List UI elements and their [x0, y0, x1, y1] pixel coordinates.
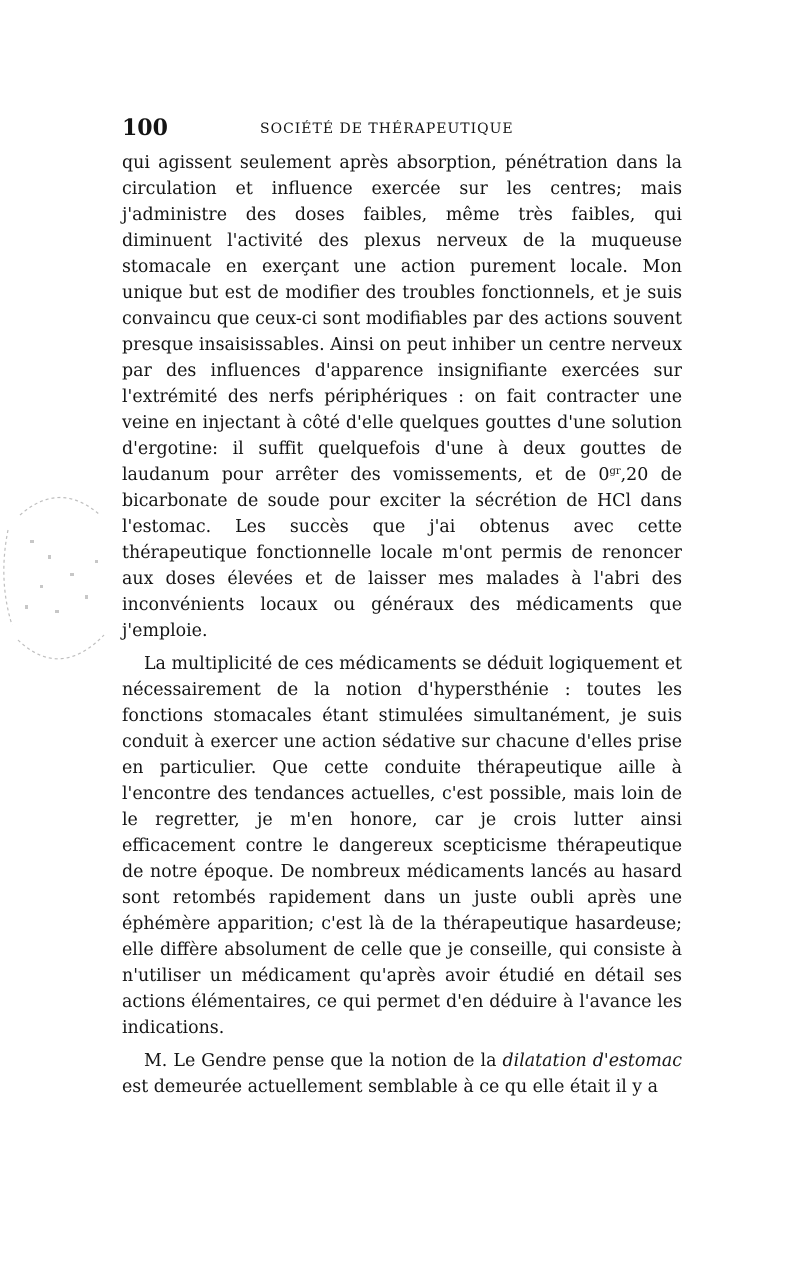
stamp-arc-bottom	[18, 635, 104, 659]
paragraph-1-text: qui agissent seulement après absorption, pénétration dans la circulation et influence exercée sur les centres; mais j'administre des doses faibles, même très faibles, qui diminuent l'activité des plexus nerveux de la muqueuse stomacale en exerçant une action purement locale. Mon unique but est de modifier des troubles fonctionnels, et je suis convaincu que ceux-ci sont modifiables par des actions souvent presque insaisissables. Ainsi on peut inhiber un centre nerveux par des influences d'apparence insignifiante exercées sur l'extrémité des nerfs périphériques : on fait contracter une veine en injectant à côté d'elle quelques gouttes d'une solution d'ergotine: il suffit quelquefois d'une à deux gouttes de laudanum pour arrêter des vomissements, et de 0	[122, 153, 682, 485]
dose-unit: gr	[609, 466, 621, 477]
paragraph-3-after: est demeurée actuellement semblable à ce qu elle était il y a	[122, 1077, 659, 1097]
stamp-speck	[30, 540, 34, 543]
stamp-speck	[25, 605, 28, 609]
paragraph-3-italic: dilatation d'estomac	[502, 1051, 682, 1071]
paragraph-2: La multiplicité de ces médicaments se déduit logiquement et nécessairement de la notion d'hypersthénie : toutes les fonctions stomacales étant stimulées simultanément, je suis conduit à exercer une action sédative sur chacune d'elles prise en particulier. Que cette conduite thérapeutique aille à l'encontre des tendances actuelles, c'est possible, mais loin de le regretter, je m'en honore, car je crois lutter ainsi efficacement contre le dangereux scepticisme thérapeutique de notre époque. De nombreux médicaments lancés au hasard sont retombés rapidement dans un juste oubli après une éphémère apparition; c'est là de la thérapeutique hasardeuse; elle diffère absolument de celle que je conseille, qui consiste à n'utiliser un médicament qu'après avoir étudié en détail ses actions élémentaires, ce qui permet d'en déduire à l'avance les indications.	[122, 654, 682, 1038]
stamp-speck	[70, 573, 74, 576]
paragraph-3	[122, 1048, 682, 1100]
stamp-speck	[40, 585, 43, 588]
page-header	[122, 113, 682, 143]
running-title: SOCIÉTÉ DE THÉRAPEUTIQUE	[260, 121, 514, 137]
paragraph-1-end: ,20 de bicarbonate de soude pour exciter la sécrétion de HCl dans l'estomac. Les succès que j'ai obtenus avec cette thérapeutique fonctionnelle locale m'ont permis de renoncer aux doses élevées et de laisser mes malades à l'abri des inconvénients locaux ou généraux des médicaments que j'emploie.	[122, 465, 682, 641]
stamp-speck	[48, 555, 51, 559]
paragraph-1	[122, 150, 682, 644]
stamp-speck	[55, 610, 59, 613]
stamp-speck	[85, 595, 88, 599]
stamp-arc-top	[20, 498, 100, 516]
stamp-speck	[95, 560, 98, 563]
library-stamp	[0, 485, 118, 690]
paragraph-3-before: M. Le Gendre pense que la notion de la	[144, 1051, 503, 1071]
page-number: 100	[122, 115, 168, 141]
stamp-arc-left	[4, 530, 12, 625]
body-text	[122, 150, 682, 1100]
